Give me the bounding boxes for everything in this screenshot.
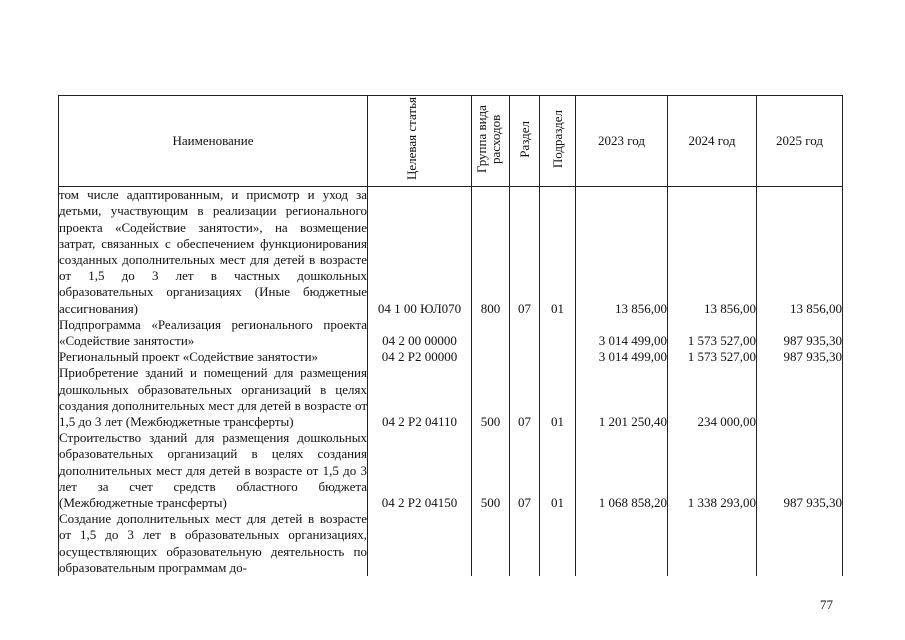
row-subsection <box>540 511 576 576</box>
row-section: 07 <box>510 187 540 317</box>
row-group: 500 <box>472 430 510 511</box>
row-name: том числе адаптированным, и присмотр и уход за детьми, участвующим в реализации регионального проекта «Содействие занятости», на возмещение затрат, связанных с обеспечением функционирования созданных дополнительных мест для детей в возрасте от 1,5 до 3 лет в частных дошкольных образовательных организациях (Иные бюджетные ассигнования) <box>59 187 367 316</box>
header-group-label: Группа вида расходов <box>473 105 503 173</box>
row-subsection <box>540 317 576 349</box>
table-row <box>59 365 843 430</box>
table-header-row <box>59 96 843 187</box>
header-target <box>368 96 472 187</box>
row-subsection: 01 <box>540 187 576 317</box>
row-target: 04 1 00 ЮЛ070 <box>368 187 472 317</box>
page-number: 77 <box>820 597 833 612</box>
row-2024: 234 000,00 <box>668 365 757 430</box>
row-group <box>472 317 510 349</box>
budget-table <box>58 95 843 576</box>
row-name: Региональный проект «Содействие занятости» <box>59 349 368 365</box>
header-2025: 2025 год <box>757 96 843 187</box>
row-2023: 13 856,00 <box>576 187 668 317</box>
row-2024: 1 338 293,00 <box>668 430 757 511</box>
header-group <box>472 96 510 187</box>
row-target: 04 2 00 00000 <box>368 317 472 349</box>
row-section <box>510 511 540 576</box>
row-2025: 987 935,30 <box>757 349 843 365</box>
row-name: Строительство зданий для размещения дошкольных образовательных организаций в целях создания дополнительных мест для детей в возрасте от 1,5 до 3 лет за счет средств областного бюджета (Межбюджетные трансферты) <box>59 430 367 511</box>
row-section <box>510 349 540 365</box>
row-group <box>472 349 510 365</box>
header-subsection-label: Подраздел <box>549 109 565 169</box>
header-target-label: Целевая статья <box>403 97 419 181</box>
row-2023: 1 068 858,20 <box>576 430 668 511</box>
row-2024: 1 573 527,00 <box>668 349 757 365</box>
row-2025: 987 935,30 <box>757 317 843 349</box>
header-section <box>510 96 540 187</box>
row-section: 07 <box>510 430 540 511</box>
header-section-label: Раздел <box>516 120 532 158</box>
row-2025 <box>757 511 843 576</box>
row-2023: 1 201 250,40 <box>576 365 668 430</box>
row-target: 04 2 P2 04150 <box>368 430 472 511</box>
row-group: 800 <box>472 187 510 317</box>
row-target: 04 2 P2 04110 <box>368 365 472 430</box>
row-2023 <box>576 511 668 576</box>
header-2023: 2023 год <box>576 96 668 187</box>
header-2024: 2024 год <box>668 96 757 187</box>
row-subsection <box>540 349 576 365</box>
table-row <box>59 317 843 349</box>
row-target <box>368 511 472 576</box>
row-2024: 13 856,00 <box>668 187 757 317</box>
row-name: Создание дополнительных мест для детей в возрасте от 1,5 до 3 лет в образовательных организациях, осуществляющих образовательную деятельность по образовательным программам до- <box>59 511 367 575</box>
row-group: 500 <box>472 365 510 430</box>
header-subsection <box>540 96 576 187</box>
row-2023: 3 014 499,00 <box>576 317 668 349</box>
row-2024: 1 573 527,00 <box>668 317 757 349</box>
row-section <box>510 317 540 349</box>
row-2025: 987 935,30 <box>757 430 843 511</box>
row-2023: 3 014 499,00 <box>576 349 668 365</box>
row-name: Подпрограмма «Реализация регионального проекта «Содействие занятости» <box>59 316 367 349</box>
row-2025: 13 856,00 <box>757 187 843 317</box>
header-name: Наименование <box>59 96 368 187</box>
table-row <box>59 511 843 576</box>
row-subsection: 01 <box>540 365 576 430</box>
row-2025 <box>757 365 843 430</box>
table-row <box>59 187 843 317</box>
row-group <box>472 511 510 576</box>
table-row <box>59 430 843 511</box>
row-section: 07 <box>510 365 540 430</box>
row-2024 <box>668 511 757 576</box>
row-target: 04 2 P2 00000 <box>368 349 472 365</box>
row-subsection: 01 <box>540 430 576 511</box>
table-row <box>59 349 843 365</box>
row-name: Приобретение зданий и помещений для размещения дошкольных образовательных организаций в целях создания дополнительных мест для детей в возрасте от 1,5 до 3 лет (Межбюджетные трансферты) <box>59 365 367 430</box>
